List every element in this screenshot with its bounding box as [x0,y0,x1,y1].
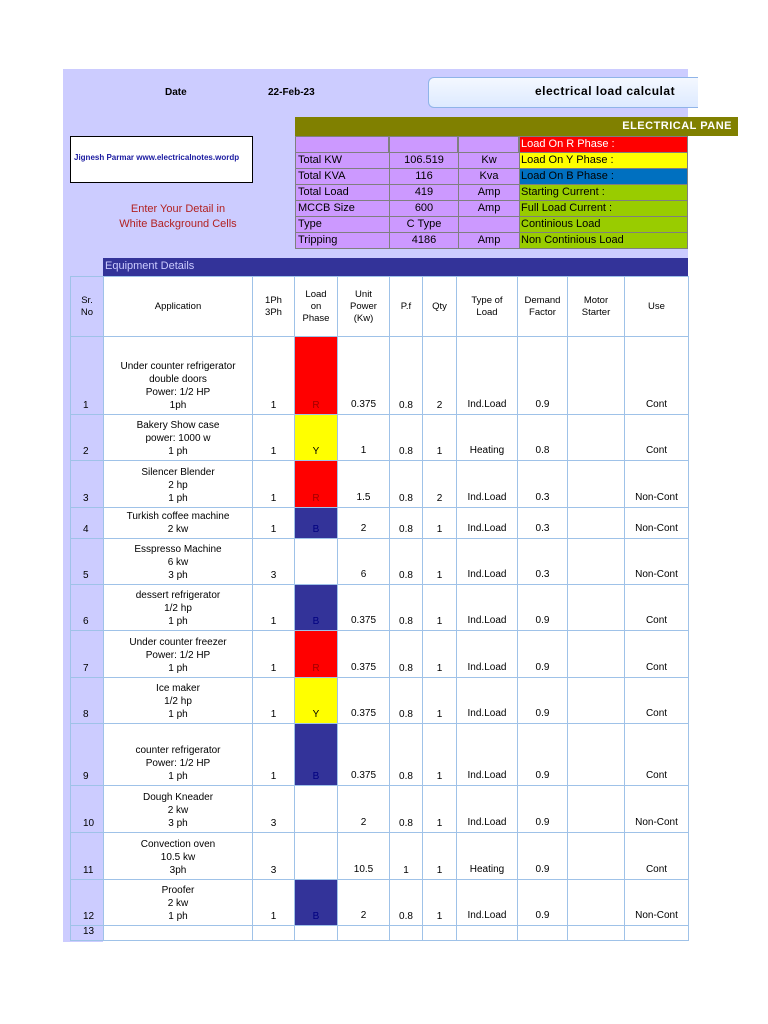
application-cell[interactable]: Dough Kneader 2 kw 3 ph [104,786,253,833]
sheet-title: electrical load calculat [428,77,698,108]
serial-number-cell: 13 [71,926,104,941]
serial-number-cell: 3 [71,461,104,508]
phase-load-label: Full Load Current : [519,200,688,217]
serial-number-cell: 12 [71,880,104,926]
demand-factor-cell[interactable]: 0.9 [518,631,568,678]
application-cell[interactable]: Convection oven 10.5 kw 3ph [104,833,253,880]
application-cell[interactable]: dessert refrigerator 1/2 hp 1 ph [104,585,253,631]
date-value[interactable]: 22-Feb-23 [268,87,315,98]
load-phase-cell[interactable] [295,833,338,880]
motor-starter-cell[interactable] [568,833,625,880]
summary-unit: Kw [458,152,520,169]
summary-label: MCCB Size [295,200,390,217]
summary-label: Type [295,216,390,233]
power-factor-cell[interactable]: 0.8 [390,631,423,678]
phase-load-label: Load On B Phase : [519,168,688,185]
serial-number-cell: 6 [71,585,104,631]
phase-count-cell[interactable]: 3 [253,833,295,880]
demand-factor-cell[interactable]: 0.9 [518,833,568,880]
serial-number-cell: 7 [71,631,104,678]
power-factor-cell[interactable]: 0.8 [390,461,423,508]
phase-count-cell[interactable]: 1 [253,678,295,724]
motor-starter-cell[interactable] [568,508,625,539]
summary-value[interactable]: 4186 [389,232,459,249]
application-cell[interactable]: Under counter freezer Power: 1/2 HP 1 ph [104,631,253,678]
table-row [71,678,689,724]
phase-load-label: Non Continious Load [519,232,688,249]
load-type-cell[interactable]: Heating [457,415,518,461]
quantity-cell[interactable]: 2 [423,461,457,508]
phase-count-cell[interactable]: 1 [253,415,295,461]
power-factor-cell[interactable]: 0.8 [390,786,423,833]
load-type-cell[interactable]: Ind.Load [457,880,518,926]
unit-power-cell[interactable]: 0.375 [338,337,390,415]
summary-blank-cell [389,136,458,153]
summary-label: Total KVA [295,168,390,185]
table-row [71,724,689,786]
load-phase-cell[interactable]: B [295,508,338,539]
header-demand-factor: Demand Factor [518,277,568,337]
demand-factor-cell[interactable]: 0.3 [518,539,568,585]
table-row [71,337,689,415]
table-row [71,539,689,585]
instructions [103,202,253,232]
power-factor-cell[interactable] [390,926,423,941]
load-phase-cell[interactable]: R [295,337,338,415]
table-row [71,926,689,941]
application-cell[interactable]: Under counter refrigerator double doors Power: 1/2 HP 1ph [104,337,253,415]
unit-power-cell[interactable]: 6 [338,539,390,585]
application-cell[interactable]: Turkish coffee machine 2 kw [104,508,253,539]
serial-number-cell: 5 [71,539,104,585]
header-motor-starter: Motor Starter [568,277,625,337]
load-phase-cell[interactable]: B [295,880,338,926]
summary-unit: Amp [458,232,520,249]
load-phase-cell[interactable]: Y [295,415,338,461]
load-phase-cell[interactable]: Y [295,678,338,724]
unit-power-cell[interactable]: 0.375 [338,678,390,724]
panel-title: ELECTRICAL PANE [295,117,738,136]
unit-power-cell[interactable]: 0.375 [338,724,390,786]
power-factor-cell[interactable]: 0.8 [390,880,423,926]
serial-number-cell: 9 [71,724,104,786]
table-row [71,585,689,631]
table-row [71,508,689,539]
phase-count-cell[interactable]: 3 [253,539,295,585]
summary-unit: Kva [458,168,520,185]
summary-label: Total KW [295,152,390,169]
load-type-cell[interactable]: Ind.Load [457,724,518,786]
power-factor-cell[interactable]: 0.8 [390,678,423,724]
summary-unit: Amp [458,184,520,201]
summary-unit: Amp [458,200,520,217]
summary-label: Total Load [295,184,390,201]
summary-value[interactable]: 600 [389,200,459,217]
demand-factor-cell[interactable]: 0.9 [518,880,568,926]
quantity-cell[interactable]: 1 [423,508,457,539]
demand-factor-cell[interactable]: 0.9 [518,786,568,833]
load-type-cell[interactable]: Ind.Load [457,539,518,585]
quantity-cell[interactable]: 1 [423,631,457,678]
quantity-cell[interactable]: 1 [423,415,457,461]
demand-factor-cell[interactable]: 0.9 [518,337,568,415]
load-phase-cell[interactable]: R [295,631,338,678]
application-cell[interactable]: Bakery Show case power: 1000 w 1 ph [104,415,253,461]
table-row [71,415,689,461]
equipment-header-row [71,277,689,337]
motor-starter-cell[interactable] [568,631,625,678]
use-cell[interactable]: Non-Cont [625,461,689,508]
use-cell[interactable]: Non-Cont [625,508,689,539]
demand-factor-cell[interactable]: 0.8 [518,415,568,461]
power-factor-cell[interactable]: 1 [390,833,423,880]
summary-value[interactable]: 116 [389,168,459,185]
phase-count-cell[interactable]: 3 [253,786,295,833]
load-phase-cell[interactable]: B [295,724,338,786]
load-phase-cell[interactable] [295,786,338,833]
demand-factor-cell[interactable]: 0.3 [518,461,568,508]
quantity-cell[interactable]: 1 [423,833,457,880]
quantity-cell[interactable]: 1 [423,678,457,724]
load-type-cell[interactable] [457,926,518,941]
summary-blank-cell [295,136,389,153]
header-unit-power: Unit Power (Kw) [338,277,390,337]
header-application: Application [104,277,253,337]
phase-load-label: Continious Load [519,216,688,233]
summary-value[interactable]: 419 [389,184,459,201]
load-type-cell[interactable]: Ind.Load [457,631,518,678]
demand-factor-cell[interactable] [518,926,568,941]
header-phase-count: 1Ph 3Ph [253,277,295,337]
demand-factor-cell[interactable]: 0.9 [518,678,568,724]
demand-factor-cell[interactable]: 0.9 [518,724,568,786]
summary-value[interactable]: C Type [389,216,459,233]
application-cell[interactable]: Proofer 2 kw 1 ph [104,880,253,926]
load-type-cell[interactable]: Ind.Load [457,461,518,508]
quantity-cell[interactable]: 1 [423,585,457,631]
unit-power-cell[interactable] [338,926,390,941]
table-row [71,833,689,880]
application-cell[interactable] [104,926,253,941]
table-row [71,880,689,926]
serial-number-cell: 4 [71,508,104,539]
equipment-table [70,276,689,941]
motor-starter-cell[interactable] [568,337,625,415]
phase-count-cell[interactable]: 1 [253,880,295,926]
use-cell[interactable]: Cont [625,724,689,786]
use-cell[interactable]: Cont [625,415,689,461]
table-row [71,631,689,678]
unit-power-cell[interactable]: 1 [338,415,390,461]
quantity-cell[interactable]: 2 [423,337,457,415]
load-phase-cell[interactable]: R [295,461,338,508]
use-cell[interactable]: Non-Cont [625,539,689,585]
load-type-cell[interactable]: Ind.Load [457,585,518,631]
load-type-cell[interactable]: Ind.Load [457,678,518,724]
instructions-line-1: Enter Your Detail in [130,203,226,215]
summary-label: Tripping [295,232,390,249]
header-qty: Qty [423,277,457,337]
phase-count-cell[interactable]: 1 [253,508,295,539]
serial-number-cell: 11 [71,833,104,880]
header-pf: P.f [390,277,423,337]
use-cell[interactable]: Cont [625,678,689,724]
summary-value[interactable]: 106.519 [389,152,459,169]
motor-starter-cell[interactable] [568,585,625,631]
serial-number-cell: 10 [71,786,104,833]
header-load-type: Type of Load [457,277,518,337]
power-factor-cell[interactable]: 0.8 [390,508,423,539]
phase-count-cell[interactable]: 1 [253,461,295,508]
summary-unit [458,216,520,233]
load-type-cell[interactable]: Ind.Load [457,337,518,415]
motor-starter-cell[interactable] [568,926,625,941]
load-phase-cell[interactable]: B [295,585,338,631]
power-factor-cell[interactable]: 0.8 [390,585,423,631]
load-phase-cell[interactable] [295,539,338,585]
load-type-cell[interactable]: Heating [457,833,518,880]
header-sr: Sr. No [71,277,104,337]
equipment-body [71,337,689,941]
application-cell[interactable]: Ice maker 1/2 hp 1 ph [104,678,253,724]
power-factor-cell[interactable]: 0.8 [390,724,423,786]
motor-starter-cell[interactable] [568,678,625,724]
header-load-phase: Load on Phase [295,277,338,337]
date-label: Date [165,87,187,98]
use-cell[interactable]: Cont [625,631,689,678]
quantity-cell[interactable]: 1 [423,880,457,926]
motor-starter-cell[interactable] [568,461,625,508]
demand-factor-cell[interactable]: 0.3 [518,508,568,539]
unit-power-cell[interactable]: 0.375 [338,631,390,678]
table-row [71,461,689,508]
unit-power-cell[interactable]: 1.5 [338,461,390,508]
header-use: Use [625,277,689,337]
use-cell[interactable]: Cont [625,337,689,415]
phase-load-label: Load On R Phase : [519,136,688,153]
instructions-line-2: White Background Cells [119,218,237,230]
motor-starter-cell[interactable] [568,724,625,786]
serial-number-cell: 8 [71,678,104,724]
equipment-section-title: Equipment Details [103,258,688,276]
unit-power-cell[interactable]: 2 [338,508,390,539]
quantity-cell[interactable]: 1 [423,786,457,833]
unit-power-cell[interactable]: 2 [338,880,390,926]
use-cell[interactable] [625,926,689,941]
load-phase-cell[interactable] [295,926,338,941]
load-type-cell[interactable]: Ind.Load [457,508,518,539]
application-cell[interactable]: counter refrigerator Power: 1/2 HP 1 ph [104,724,253,786]
unit-power-cell[interactable]: 0.375 [338,585,390,631]
table-row [71,786,689,833]
unit-power-cell[interactable]: 2 [338,786,390,833]
summary-blank-cell [458,136,519,153]
application-cell[interactable]: Esspresso Machine 6 kw 3 ph [104,539,253,585]
phase-count-cell[interactable]: 1 [253,724,295,786]
phase-count-cell[interactable] [253,926,295,941]
quantity-cell[interactable]: 1 [423,724,457,786]
motor-starter-cell[interactable] [568,786,625,833]
motor-starter-cell[interactable] [568,880,625,926]
use-cell[interactable]: Non-Cont [625,786,689,833]
motor-starter-cell[interactable] [568,415,625,461]
load-type-cell[interactable]: Ind.Load [457,786,518,833]
phase-load-label: Load On Y Phase : [519,152,688,169]
use-cell[interactable]: Cont [625,833,689,880]
power-factor-cell[interactable]: 0.8 [390,539,423,585]
phase-count-cell[interactable]: 1 [253,337,295,415]
power-factor-cell[interactable]: 0.8 [390,337,423,415]
serial-number-cell: 2 [71,415,104,461]
use-cell[interactable]: Non-Cont [625,880,689,926]
use-cell[interactable]: Cont [625,585,689,631]
phase-count-cell[interactable]: 1 [253,585,295,631]
phase-count-cell[interactable]: 1 [253,631,295,678]
demand-factor-cell[interactable]: 0.9 [518,585,568,631]
serial-number-cell: 1 [71,337,104,415]
unit-power-cell[interactable]: 10.5 [338,833,390,880]
application-cell[interactable]: Silencer Blender 2 hp 1 ph [104,461,253,508]
author-cell[interactable]: Jignesh Parmar www.electricalnotes.wordp [70,136,253,183]
power-factor-cell[interactable]: 0.8 [390,415,423,461]
motor-starter-cell[interactable] [568,539,625,585]
quantity-cell[interactable]: 1 [423,539,457,585]
quantity-cell[interactable] [423,926,457,941]
phase-load-label: Starting Current : [519,184,688,201]
